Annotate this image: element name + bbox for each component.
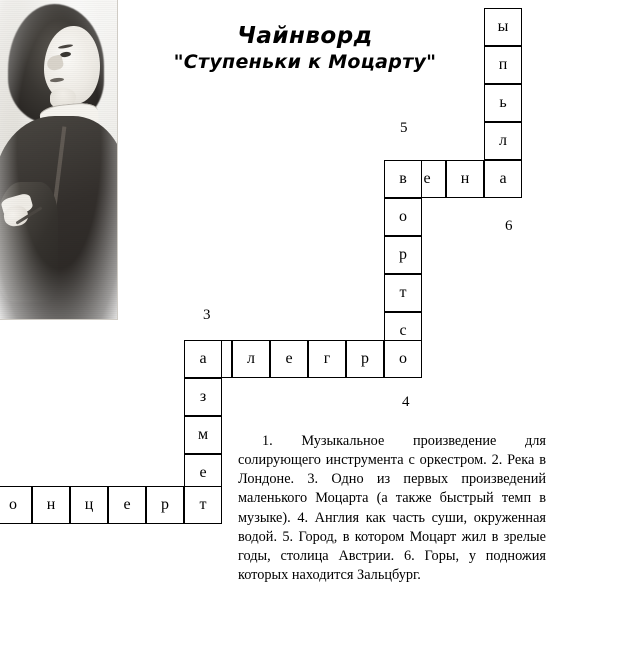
portrait-frame [0, 0, 118, 320]
crossword-cell[interactable]: ь [484, 84, 522, 122]
crossword-cell[interactable]: в [384, 160, 422, 198]
crossword-cell[interactable]: о [384, 340, 422, 378]
crossword-cell[interactable]: н [32, 486, 70, 524]
crossword-cell[interactable]: е [184, 454, 222, 492]
crossword-clue-number: 5 [400, 120, 408, 136]
crossword-cell[interactable]: з [184, 378, 222, 416]
crossword-clue-number: 3 [203, 307, 211, 323]
crossword-cell[interactable]: н [446, 160, 484, 198]
crossword-cell[interactable]: а [184, 340, 222, 378]
mozart-portrait-image [0, 0, 118, 320]
crossword-cell[interactable]: р [384, 236, 422, 274]
crossword-cell[interactable]: о [0, 486, 32, 524]
crossword-cell[interactable]: р [346, 340, 384, 378]
crossword-cell[interactable]: л [232, 340, 270, 378]
title-line-1: Чайнворд [237, 23, 373, 49]
crossword-cell[interactable]: ы [484, 8, 522, 46]
crossword-cell[interactable]: е [270, 340, 308, 378]
crossword-cell[interactable]: т [184, 486, 222, 524]
title-line-2: "Ступеньки к Моцарту" [173, 50, 437, 73]
crossword-cell[interactable]: е [408, 160, 446, 198]
crossword-cell[interactable]: а [484, 160, 522, 198]
crossword-cell[interactable]: о [384, 198, 422, 236]
crossword-clue-number: 6 [505, 218, 513, 234]
crossword-cell[interactable]: е [108, 486, 146, 524]
crossword-cell[interactable]: т [384, 274, 422, 312]
crossword-cell[interactable]: п [484, 46, 522, 84]
crossword-cell[interactable]: с [384, 312, 422, 350]
crossword-cell[interactable]: ц [70, 486, 108, 524]
crossword-cell[interactable]: м [184, 416, 222, 454]
crossword-cell[interactable]: р [146, 486, 184, 524]
crossword-cell[interactable]: л [484, 122, 522, 160]
crossword-clue-number: 4 [402, 394, 410, 410]
clues-text: 1. Музыкальное произведение для солирующего инструмента с оркестром. 2. Река в Лондоне. 3. Одно из первых произведений маленького Моцарта (а также быстрый темп в музыке). 4. Англия как часть суши, окруженная водой. 5. Город, в котором Моцарт жил в зрелые годы, столица Австрии. 6. Горы, у подножия которых находится Зальцбург. [238, 433, 546, 584]
page-title [160, 22, 450, 75]
crossword-cell[interactable]: г [308, 340, 346, 378]
